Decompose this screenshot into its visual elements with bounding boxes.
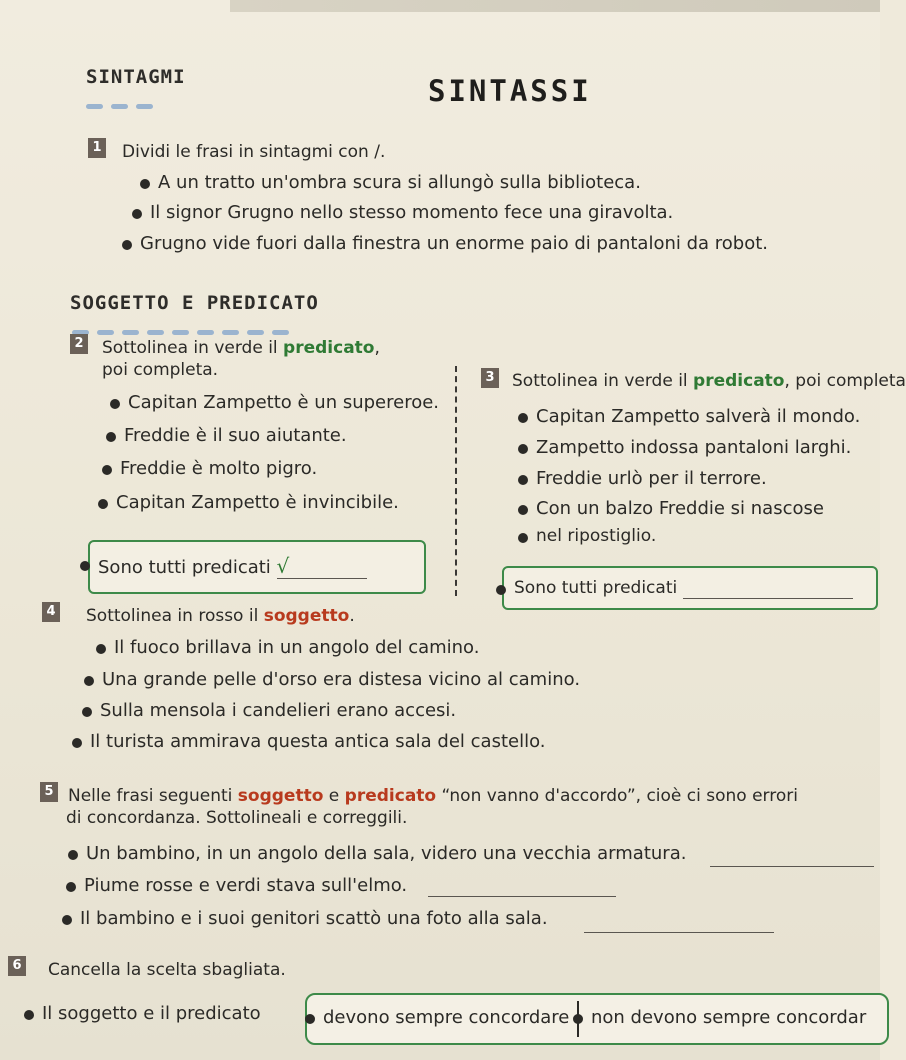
exercise-sentence[interactable]: Piume rosse e verdi stava sull'elmo.: [84, 875, 408, 896]
exercise-instruction: Cancella la scelta sbagliata.: [48, 960, 286, 980]
section-underline-dashes: [72, 320, 297, 326]
exercise-sentence[interactable]: Un bambino, in un angolo della sala, videro una vecchia armatura.: [86, 843, 687, 864]
exercise-number: 3: [481, 368, 499, 388]
answer-blank[interactable]: [277, 554, 367, 579]
answer-box: [502, 566, 878, 610]
page-title: SINTASSI: [428, 74, 592, 108]
exercise-sentence[interactable]: Capitan Zampetto è un supereroe.: [128, 392, 440, 413]
exercise-sentence[interactable]: Grugno vide fuori dalla finestra un enorme paio di pantaloni da robot.: [140, 233, 768, 254]
check-mark: √: [276, 554, 290, 578]
exercise-sentence[interactable]: Zampetto indossa pantaloni larghi.: [536, 437, 852, 458]
exercise-number: 1: [88, 138, 106, 158]
exercise-number: 2: [70, 334, 88, 354]
exercise-instruction: Dividi le frasi in sintagmi con /.: [122, 142, 386, 162]
keyword-soggetto: soggetto: [237, 786, 324, 806]
exercise-sentence[interactable]: Il fuoco brillava in un angolo del camino.: [114, 637, 480, 658]
correction-blank[interactable]: [584, 932, 774, 933]
choice-stem: Il soggetto e il predicato: [42, 1003, 261, 1024]
exercise-number: 4: [42, 602, 60, 622]
exercise-sentence[interactable]: Con un balzo Freddie si nascose: [536, 498, 824, 519]
keyword-predicato: predicato: [344, 786, 437, 806]
column-divider: [455, 366, 457, 596]
instruction-text: , poi completa: [784, 371, 906, 391]
instruction-text: Sottolinea in rosso il: [86, 606, 264, 626]
exercise-sentence[interactable]: Capitan Zampetto è invincibile.: [116, 492, 399, 513]
instruction-text: Sottolinea in verde il: [512, 371, 694, 391]
exercise-sentence[interactable]: Il turista ammirava questa antica sala del castello.: [90, 731, 546, 752]
exercise-instruction: di concordanza. Sottolineali e correggili.: [66, 808, 408, 828]
exercise-sentence[interactable]: Sulla mensola i candelieri erano accesi.: [100, 700, 457, 721]
exercise-sentence[interactable]: Freddie è molto pigro.: [120, 458, 318, 479]
sentence-continuation: nel ripostiglio.: [536, 526, 657, 546]
exercise-sentence[interactable]: Freddie urlò per il terrore.: [536, 468, 767, 489]
answer-label: Sono tutti predicati √: [98, 554, 367, 579]
exercise-sentence[interactable]: Freddie è il suo aiutante.: [124, 425, 347, 446]
choice-option-concordare[interactable]: devono sempre concordare: [323, 1007, 570, 1028]
exercise-number: 5: [40, 782, 58, 802]
choice-box: [305, 993, 889, 1045]
page-top-edge: [230, 0, 880, 12]
keyword-predicato: predicato: [283, 338, 375, 358]
exercise-instruction: poi completa.: [102, 360, 219, 380]
exercise-instruction: [512, 371, 906, 391]
exercise-instruction: Nelle frasi seguenti soggetto e predicato “non vanno d'accordo”, cioè ci sono errori: [68, 786, 798, 806]
exercise-sentence[interactable]: A un tratto un'ombra scura si allungò sulla biblioteca.: [158, 172, 641, 193]
correction-blank[interactable]: [710, 866, 874, 867]
exercise-instruction: [86, 606, 355, 626]
section-label-sintagmi: SINTAGMI: [86, 66, 186, 88]
instruction-text: Sottolinea in verde il: [102, 338, 284, 358]
correction-blank[interactable]: [428, 896, 616, 897]
keyword-soggetto: soggetto: [263, 606, 350, 626]
answer-box: [88, 540, 426, 594]
exercise-sentence[interactable]: Il bambino e i suoi genitori scattò una foto alla sala.: [80, 908, 548, 929]
instruction-text: ,: [374, 338, 380, 358]
answer-label: Sono tutti predicati: [514, 578, 853, 599]
choice-option-non-concordare[interactable]: non devono sempre concordar: [591, 1007, 867, 1028]
exercise-sentence[interactable]: Il signor Grugno nello stesso momento fece una giravolta.: [150, 202, 674, 223]
instruction-text: .: [349, 606, 355, 626]
exercise-sentence[interactable]: Capitan Zampetto salverà il mondo.: [536, 406, 861, 427]
section-underline-dashes: [86, 94, 161, 100]
section-label-soggetto-predicato: SOGGETTO E PREDICATO: [70, 292, 319, 314]
exercise-sentence[interactable]: Una grande pelle d'orso era distesa vicino al camino.: [102, 669, 581, 690]
answer-blank[interactable]: [683, 578, 853, 599]
exercise-instruction: [102, 338, 380, 358]
exercise-number: 6: [8, 956, 26, 976]
keyword-predicato: predicato: [693, 371, 785, 391]
